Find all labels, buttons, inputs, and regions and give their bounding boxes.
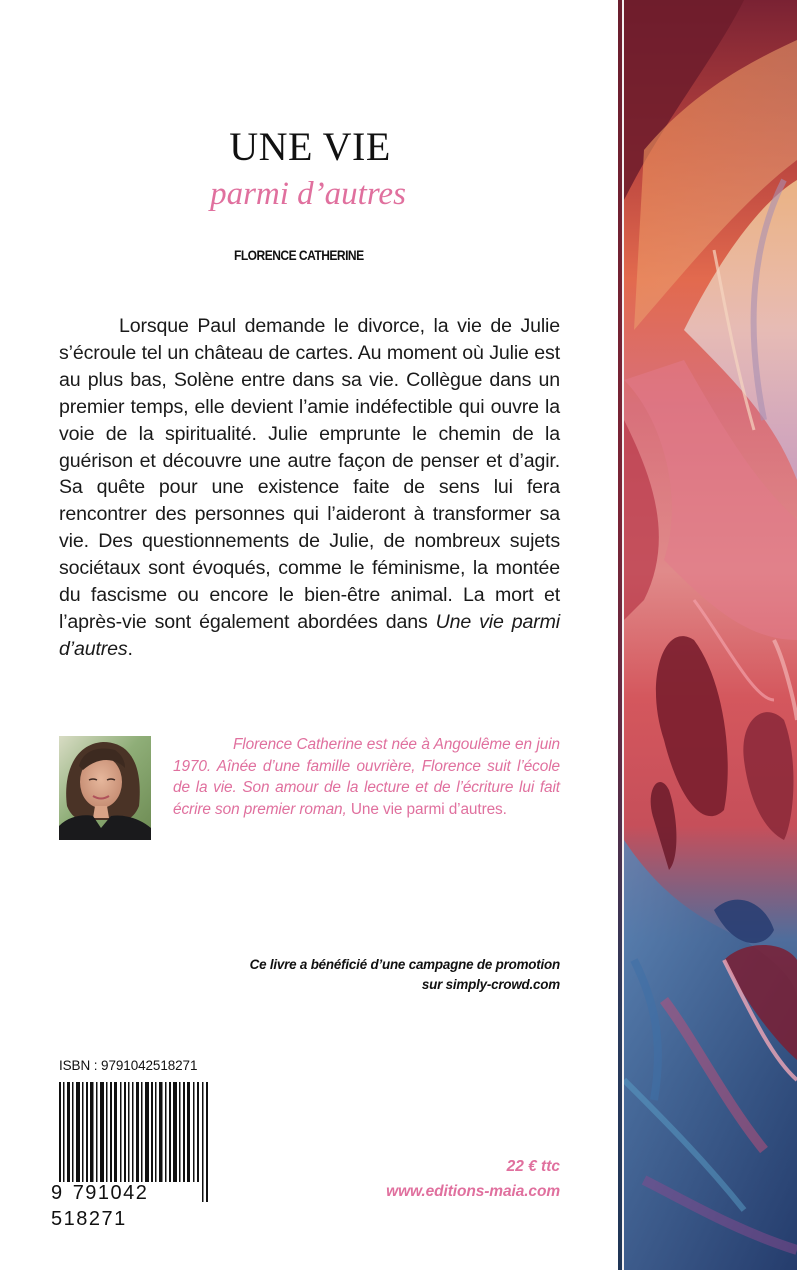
publisher-website: www.editions-maia.com: [386, 1183, 560, 1200]
author-bio-text: Florence Catherine est née à Angoulême en juin 1970. Aînée d’une famille ouvrière, Florence suit l’école de la vie. Son amour de la lecture et de l’écriture lui fait écrire son premier roman,: [173, 736, 560, 818]
blurb-text: Lorsque Paul demande le divorce, la vie de Julie s’écroule tel un château de cartes. Au moment où Julie est au plus bas, Solène entre dans sa vie. Collègue dans un premier temps, elle devient l’amie indéfectible qui ouvre la voie de la spiritualité. Julie emprunte le chemin de la guérison et découvre une autre façon de penser et d’agir. Sa quête pour une existence faite de sens lui fera rencontrer des personnes qui l’aideront à transformer sa vie. Des questionnements de Julie, de nombreux sujets sociétaux sont évoqués, comme le féminisme, la montée du fascisme ou encore le bien-être animal. La mort et l’après-vie sont également abordées dans: [59, 315, 560, 633]
barcode-digits-group-2: 518271: [51, 1208, 127, 1230]
blurb-paragraph: [59, 313, 560, 663]
promo-note: [250, 955, 560, 995]
promo-line-1: Ce livre a bénéficié d’une campagne de promotion: [249, 957, 560, 972]
book-title: UNE VIE: [229, 124, 391, 169]
blurb-italic-title: Une vie parmi d’autres: [59, 610, 560, 660]
abstract-painting-icon: [624, 0, 797, 1270]
author-bio-book-title: Une vie parmi d’autres.: [350, 800, 507, 818]
promo-line-2: sur simply-crowd.com: [421, 977, 560, 992]
author-portrait-icon: [59, 736, 151, 840]
isbn-label: ISBN : 9791042518271: [59, 1058, 198, 1073]
barcode-digits: [50, 1180, 220, 1230]
author-photo: [59, 736, 151, 840]
price: 22 € ttc: [506, 1158, 560, 1175]
book-subtitle: parmi d’autres: [210, 176, 406, 212]
blurb-end: .: [127, 637, 133, 660]
author-bio: [173, 734, 560, 820]
author-name: FLORENCE CATHERINE: [234, 247, 364, 263]
cover-painting: [624, 0, 797, 1270]
barcode-digit-first: 9: [51, 1182, 64, 1204]
barcode-digits-group-1: 791042: [72, 1182, 149, 1204]
